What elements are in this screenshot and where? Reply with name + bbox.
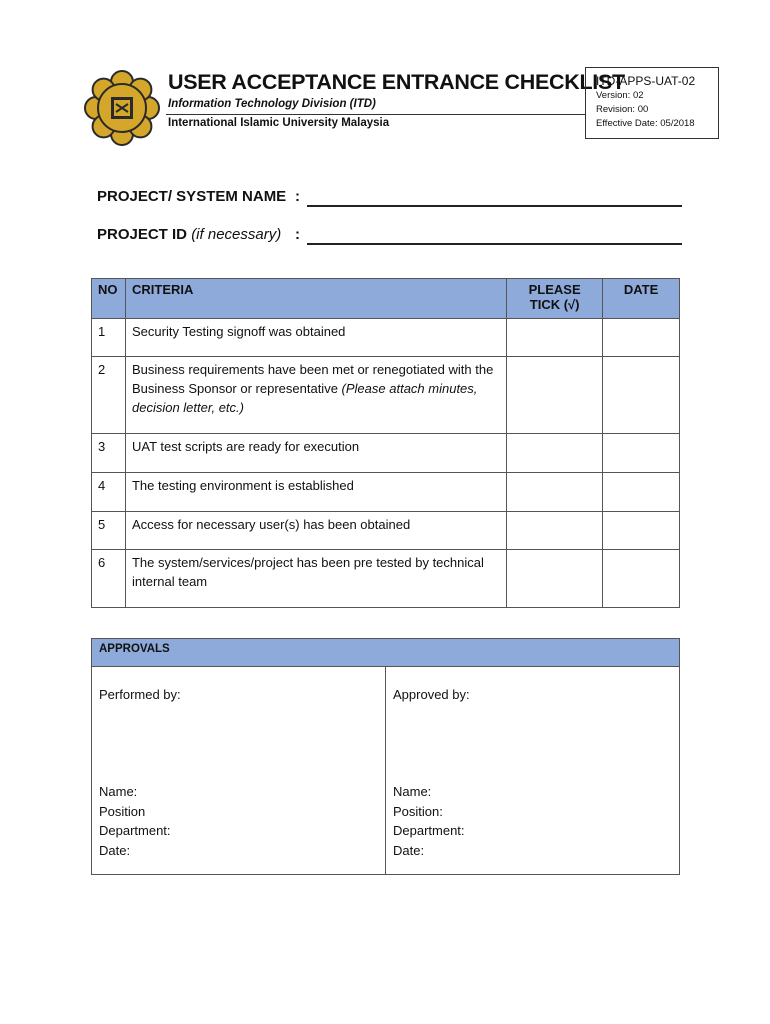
performed-department-label: Department: — [99, 823, 171, 838]
performed-position-label: Position — [99, 803, 146, 819]
project-id-colon: : — [295, 226, 300, 243]
table-row — [92, 473, 680, 512]
date-cell[interactable] — [603, 512, 680, 550]
university-name: International Islamic University Malaysia — [168, 117, 390, 129]
tick-cell[interactable] — [507, 473, 603, 512]
tick-cell[interactable] — [507, 512, 603, 550]
project-id-label: PROJECT ID — [97, 226, 188, 243]
approved-by-label: Approved by: — [393, 687, 470, 702]
row-no: 1 — [92, 319, 126, 357]
tick-cell[interactable] — [507, 357, 603, 434]
division-name: Information Technology Division (ITD) — [168, 98, 376, 110]
table-row — [92, 512, 680, 550]
row-criteria-note: (Please attach minutes, decision letter, etc.) — [131, 381, 478, 415]
table-row — [92, 550, 680, 608]
row-criteria — [125, 512, 506, 550]
date-cell[interactable] — [603, 434, 680, 473]
document-version: Version: 02 — [596, 90, 644, 101]
criteria-header-row — [92, 279, 680, 319]
project-id-field[interactable] — [97, 226, 300, 243]
row-no: 5 — [92, 512, 126, 550]
row-criteria-text: Access for necessary user(s) has been obtained — [131, 517, 411, 532]
date-cell[interactable] — [603, 550, 680, 608]
project-name-colon: : — [295, 188, 300, 205]
tick-cell[interactable] — [507, 319, 603, 357]
row-criteria-text: UAT test scripts are ready for execution — [131, 439, 360, 454]
table-row — [92, 434, 680, 473]
document-revision: Revision: 00 — [596, 104, 649, 115]
approved-name-label: Name: — [393, 784, 432, 799]
table-row — [92, 357, 680, 434]
approved-position-label: Position: — [393, 803, 443, 819]
header-divider — [166, 114, 586, 115]
table-row — [92, 319, 680, 357]
document-effective-date: Effective Date: 05/2018 — [596, 118, 695, 129]
performed-by-cell[interactable] — [92, 667, 386, 875]
row-criteria-text: Business requirements have been met or renegotiated with the Business Sponsor or representative — [131, 362, 494, 396]
approvals-header: APPROVALS — [92, 639, 680, 667]
iium-emblem-icon — [82, 68, 162, 148]
row-criteria — [125, 473, 506, 512]
project-id-note: (if necessary) — [191, 226, 282, 243]
date-cell[interactable] — [603, 357, 680, 434]
row-criteria-text: Security Testing signoff was obtained — [131, 324, 346, 339]
approved-date-label: Date: — [393, 842, 425, 858]
row-criteria-text: The testing environment is established — [131, 478, 354, 493]
date-cell[interactable] — [603, 319, 680, 357]
project-name-label: PROJECT/ SYSTEM NAME — [97, 188, 287, 205]
row-criteria — [125, 319, 506, 357]
document-code: ITD-APPS-UAT-02 — [596, 74, 696, 88]
approved-by-cell[interactable] — [386, 667, 680, 875]
document-title: USER ACCEPTANCE ENTRANCE CHECKLIST — [168, 70, 625, 94]
project-name-field[interactable] — [97, 188, 300, 205]
criteria-table — [91, 278, 680, 608]
approvals-table — [91, 638, 680, 875]
approved-department-label: Department: — [393, 823, 465, 838]
approvals-header-row — [92, 639, 680, 667]
project-id-line[interactable] — [307, 243, 682, 245]
approvals-row — [92, 667, 680, 875]
performed-date-label: Date: — [99, 842, 131, 858]
project-name-line[interactable] — [307, 205, 682, 207]
header-criteria: CRITERIA — [125, 279, 506, 319]
row-criteria — [125, 434, 506, 473]
row-no: 6 — [92, 550, 126, 608]
tick-cell[interactable] — [507, 550, 603, 608]
document-info-box — [585, 67, 719, 139]
row-criteria — [125, 357, 506, 434]
header-date: DATE — [603, 279, 680, 319]
row-no: 4 — [92, 473, 126, 512]
performed-name-label: Name: — [99, 784, 138, 799]
row-no: 3 — [92, 434, 126, 473]
header-tick: PLEASE TICK (√) — [507, 279, 603, 319]
row-criteria — [125, 550, 506, 608]
tick-cell[interactable] — [507, 434, 603, 473]
header-no: NO — [92, 279, 126, 319]
row-no: 2 — [92, 357, 126, 434]
row-criteria-text: The system/services/project has been pre tested by technical internal team — [131, 555, 484, 589]
performed-by-label: Performed by: — [99, 687, 181, 702]
date-cell[interactable] — [603, 473, 680, 512]
